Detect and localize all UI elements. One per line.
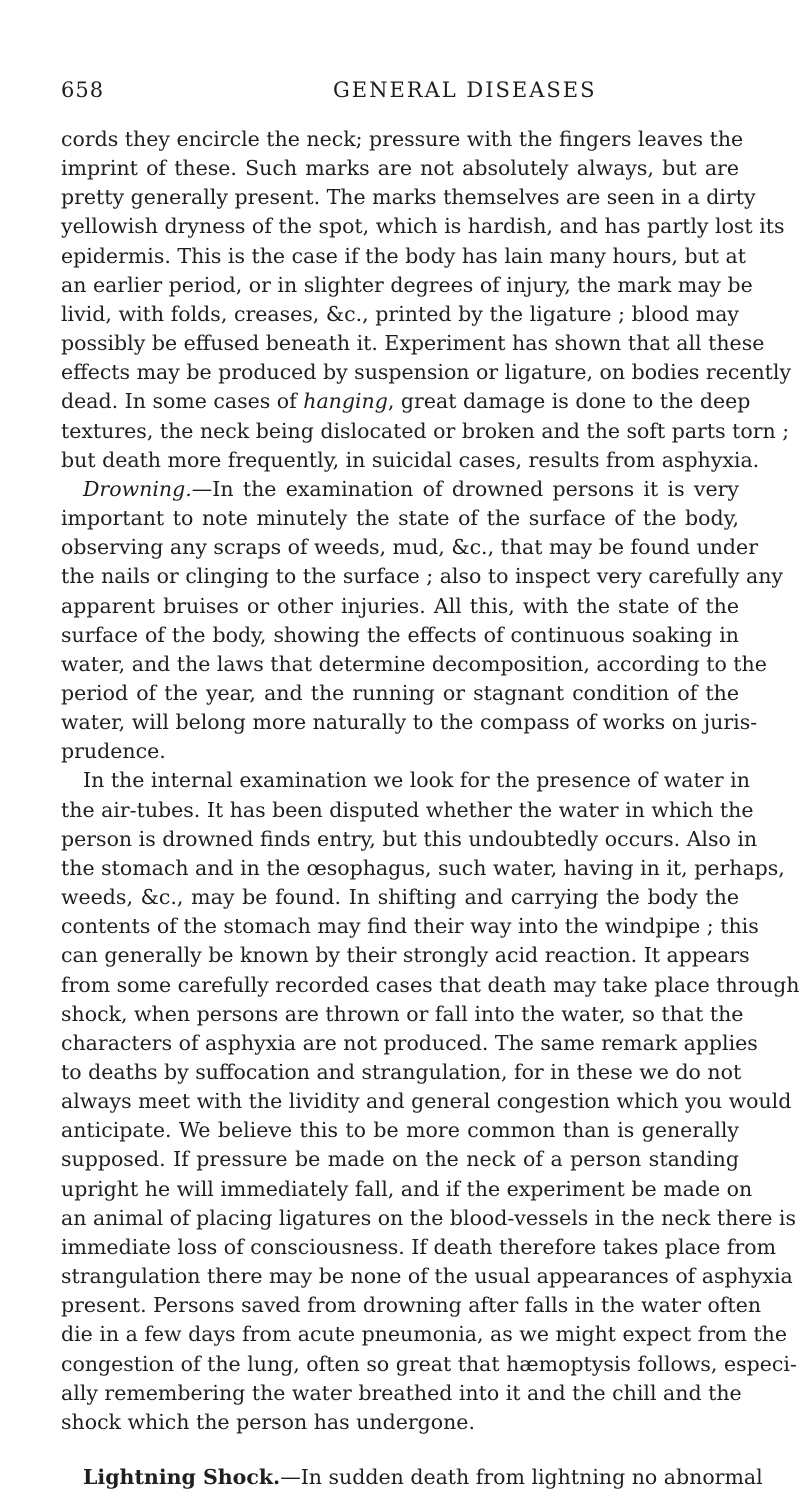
page-number: 658: [61, 78, 105, 102]
text-line: prudence.: [61, 739, 166, 764]
paragraph-lightning-shock: [61, 1463, 763, 1492]
text-line: an earlier period, or in slighter degrees of injury, the mark may be: [61, 272, 753, 297]
text-line: weeds, &c., may be found. In shifting and carrying the body the: [61, 885, 739, 910]
text-line: present. Persons saved from drowning after falls in the water often: [61, 1293, 762, 1318]
text-line: period of the year, and the running or stagnant condition of the: [61, 680, 739, 705]
text-run: , great damage is done to the deep: [387, 389, 751, 414]
text-line: apparent bruises or other injuries. All this, with the state of the: [61, 593, 739, 618]
running-head: [61, 78, 739, 112]
text-line: epidermis. This is the case if the body has lain many hours, but at: [61, 243, 746, 268]
text-line: an animal of placing ligatures on the blood-vessels in the neck there is: [61, 1205, 797, 1230]
text-line: In the internal examination we look for the presence of water in: [83, 768, 750, 793]
text-line: always meet with the lividity and general congestion which you would: [61, 1089, 792, 1114]
text-line: shock which the person has undergone.: [61, 1409, 475, 1434]
text-line: the stomach and in the œsophagus, such water, having in it, perhaps,: [61, 855, 785, 880]
text-line: from some carefully recorded cases that death may take place through: [61, 972, 800, 997]
text-line: [61, 1463, 763, 1492]
text-line: characters of asphyxia are not produced. The same remark applies: [61, 1030, 758, 1055]
text-line: anticipate. We believe this to be more common than is generally: [61, 1118, 739, 1143]
text-line: person is drowned finds entry, but this undoubtedly occurs. Also in: [61, 826, 758, 851]
italic-term-hanging: hanging: [303, 389, 388, 414]
text-line: contents of the stomach may find their way into the windpipe ; this: [61, 914, 759, 939]
section-spacer: [61, 1437, 739, 1463]
text-line: yellowish dryness of the spot, which is hardish, and has partly lost its: [61, 214, 785, 239]
text-line: congestion of the lung, often so great that hæmoptysis follows, especi-: [61, 1351, 797, 1376]
text-line: die in a few days from acute pneumonia, as we might expect from the: [61, 1322, 787, 1347]
text-line: [61, 387, 751, 416]
body-text: [61, 125, 800, 1492]
text-line: immediate loss of consciousness. If death therefore takes place from: [61, 1234, 777, 1259]
text-line: cords they encircle the neck; pressure with the fingers leaves the: [61, 127, 744, 151]
text-line: but death more frequently, in suicidal cases, results from asphyxia.: [61, 447, 760, 472]
section-title: GENERAL DISEASES: [333, 78, 597, 102]
text-line: important to note minutely the state of the surface of the body,: [61, 506, 739, 531]
text-run: dead. In some cases of: [61, 389, 304, 414]
text-line: surface of the body, showing the effects of continuous soaking in: [61, 622, 739, 647]
text-line: the nails or clinging to the surface ; also to inspect very carefully any: [61, 564, 783, 589]
text-line: strangulation there may be none of the usual appearances of asphyxia: [61, 1264, 793, 1289]
text-line: can generally be known by their strongly acid reaction. It appears: [61, 943, 750, 968]
text-line: to deaths by suffocation and strangulation, for in these we do not: [61, 1060, 742, 1084]
paragraph-hanging: [61, 125, 792, 475]
text-line: textures, the neck being dislocated or broken and the soft parts torn ;: [61, 418, 790, 443]
paragraph-drowning: [61, 475, 783, 767]
text-line: possibly be effused beneath it. Experiment has shown that all these: [61, 331, 765, 356]
bold-heading-lightning-shock: Lightning Shock.: [83, 1465, 281, 1490]
text-line: shock, when persons are thrown or fall into the water, so that the: [61, 1001, 744, 1026]
text-line: effects may be produced by suspension or ligature, on bodies recently: [61, 360, 792, 385]
text-line: water, will belong more naturally to the compass of works on juris-: [61, 710, 758, 735]
italic-heading-drowning: Drowning.: [83, 476, 192, 501]
text-line: water, and the laws that determine decomposition, according to the: [61, 651, 767, 676]
text-line: imprint of these. Such marks are not absolutely always, but are: [61, 156, 739, 181]
text-line: ally remembering the water breathed into it and the chill and the: [61, 1380, 742, 1405]
text-line: observing any scraps of weeds, mud, &c., that may be found under: [61, 535, 758, 560]
text-run: —In sudden death from lightning no abnormal: [280, 1465, 763, 1490]
text-run: —In the examination of drowned persons it is very: [191, 476, 739, 501]
text-line: pretty generally present. The marks themselves are seen in a dirty: [61, 185, 756, 210]
text-line: supposed. If pressure be made on the neck of a person standing: [61, 1147, 739, 1172]
text-line: livid, with folds, creases, &c., printed by the ligature ; blood may: [61, 301, 739, 326]
paragraph-internal-examination: [61, 766, 800, 1437]
text-line: upright he will immediately fall, and if the experiment be made on: [61, 1176, 753, 1201]
text-line: the air-tubes. It has been disputed whether the water in which the: [61, 797, 754, 822]
text-line: [61, 475, 739, 504]
